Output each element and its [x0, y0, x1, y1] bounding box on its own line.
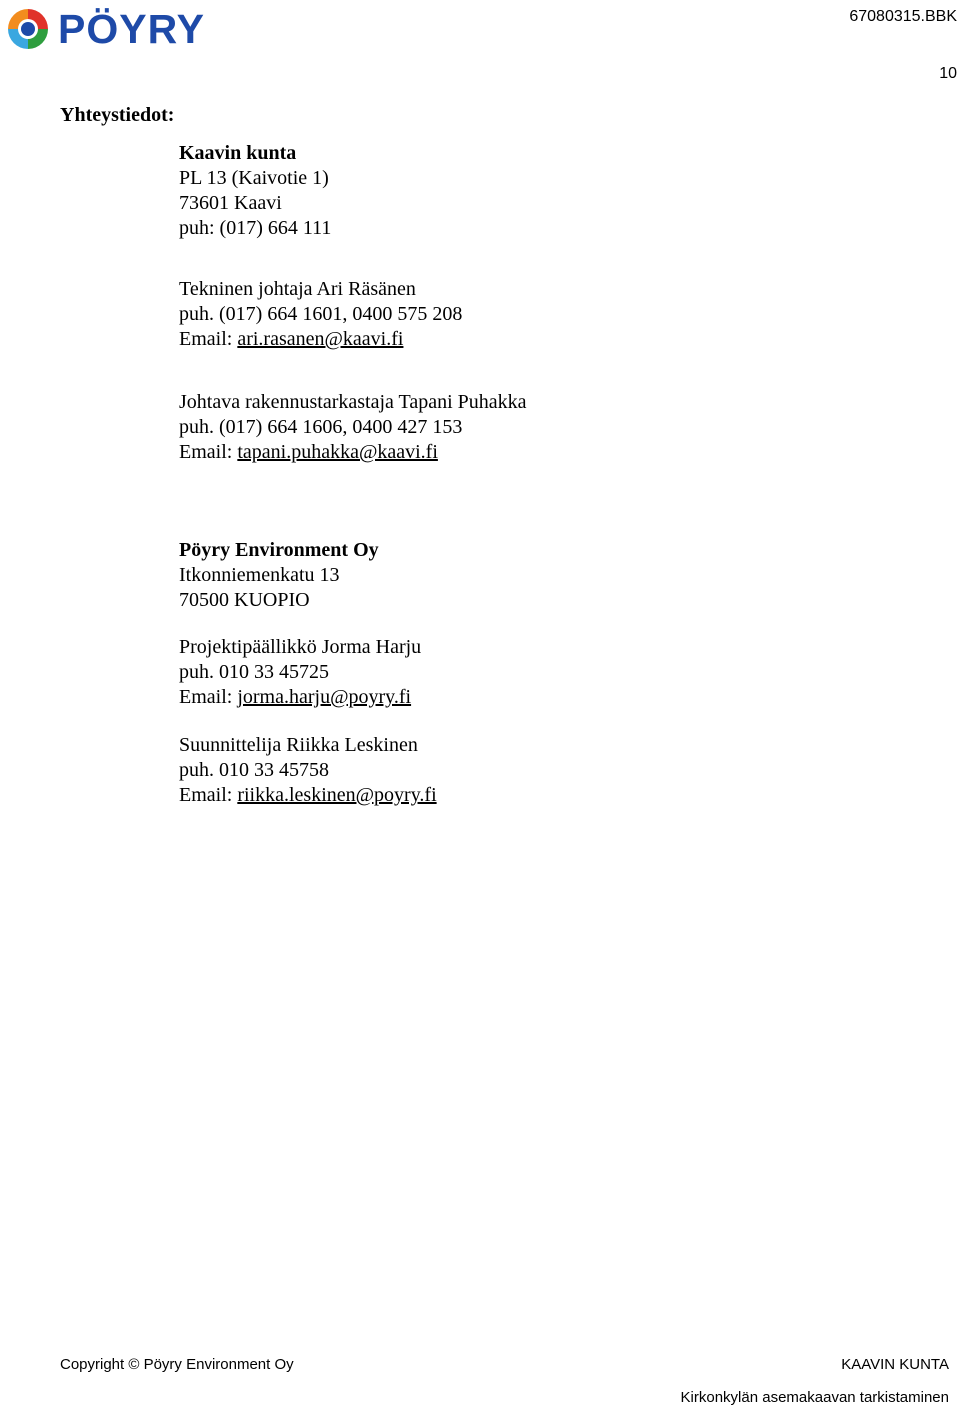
contact-title: Suunnittelija Riikka Leskinen	[179, 734, 418, 756]
poyry-contact-block	[179, 538, 379, 613]
logo-wordmark: PÖYRY	[58, 5, 206, 52]
poyry-logo-icon	[4, 5, 52, 53]
postal-line: 70500 KUOPIO	[179, 589, 310, 611]
harju-contact-block	[179, 635, 421, 710]
email-label: Email:	[179, 686, 233, 708]
contact-title: Tekninen johtaja Ari Räsänen	[179, 278, 416, 300]
address-line: Itkonniemenkatu 13	[179, 564, 340, 586]
poyry-logo	[4, 4, 244, 54]
contact-title: Johtava rakennustarkastaja Tapani Puhakka	[179, 391, 527, 413]
email-line	[179, 685, 421, 710]
phone-line: puh. (017) 664 1601, 0400 575 208	[179, 303, 463, 325]
footer-client: KAAVIN KUNTA	[841, 1356, 949, 1373]
phone-line: puh. (017) 664 1606, 0400 427 153	[179, 416, 463, 438]
email-label: Email:	[179, 784, 233, 806]
phone-line: puh. 010 33 45758	[179, 759, 329, 781]
email-line	[179, 783, 437, 808]
email-link[interactable]: jorma.harju@poyry.fi	[237, 686, 412, 708]
section-title: Yhteystiedot:	[60, 104, 175, 126]
document-id: 67080315.BBK	[849, 8, 957, 25]
email-line	[179, 440, 527, 465]
puhakka-contact-block	[179, 390, 527, 465]
phone-line: puh. 010 33 45725	[179, 661, 329, 683]
organization-name: Kaavin kunta	[179, 142, 297, 164]
email-link[interactable]: tapani.puhakka@kaavi.fi	[237, 441, 438, 463]
footer-project: Kirkonkylän asemakaavan tarkistaminen	[680, 1389, 949, 1406]
footer-copyright: Copyright © Pöyry Environment Oy	[60, 1356, 294, 1373]
email-label: Email:	[179, 328, 233, 350]
kaavi-contact-block	[179, 141, 331, 241]
email-line	[179, 327, 462, 352]
page-number: 10	[939, 65, 957, 82]
contact-title: Projektipäällikkö Jorma Harju	[179, 636, 422, 658]
rasanen-contact-block	[179, 277, 462, 352]
email-link[interactable]: ari.rasanen@kaavi.fi	[237, 328, 404, 350]
address-line: PL 13 (Kaivotie 1)	[179, 167, 329, 189]
postal-line: 73601 Kaavi	[179, 192, 282, 214]
phone-line: puh: (017) 664 111	[179, 217, 332, 239]
email-link[interactable]: riikka.leskinen@poyry.fi	[237, 784, 437, 806]
email-label: Email:	[179, 441, 233, 463]
leskinen-contact-block	[179, 733, 437, 808]
organization-name: Pöyry Environment Oy	[179, 539, 379, 561]
